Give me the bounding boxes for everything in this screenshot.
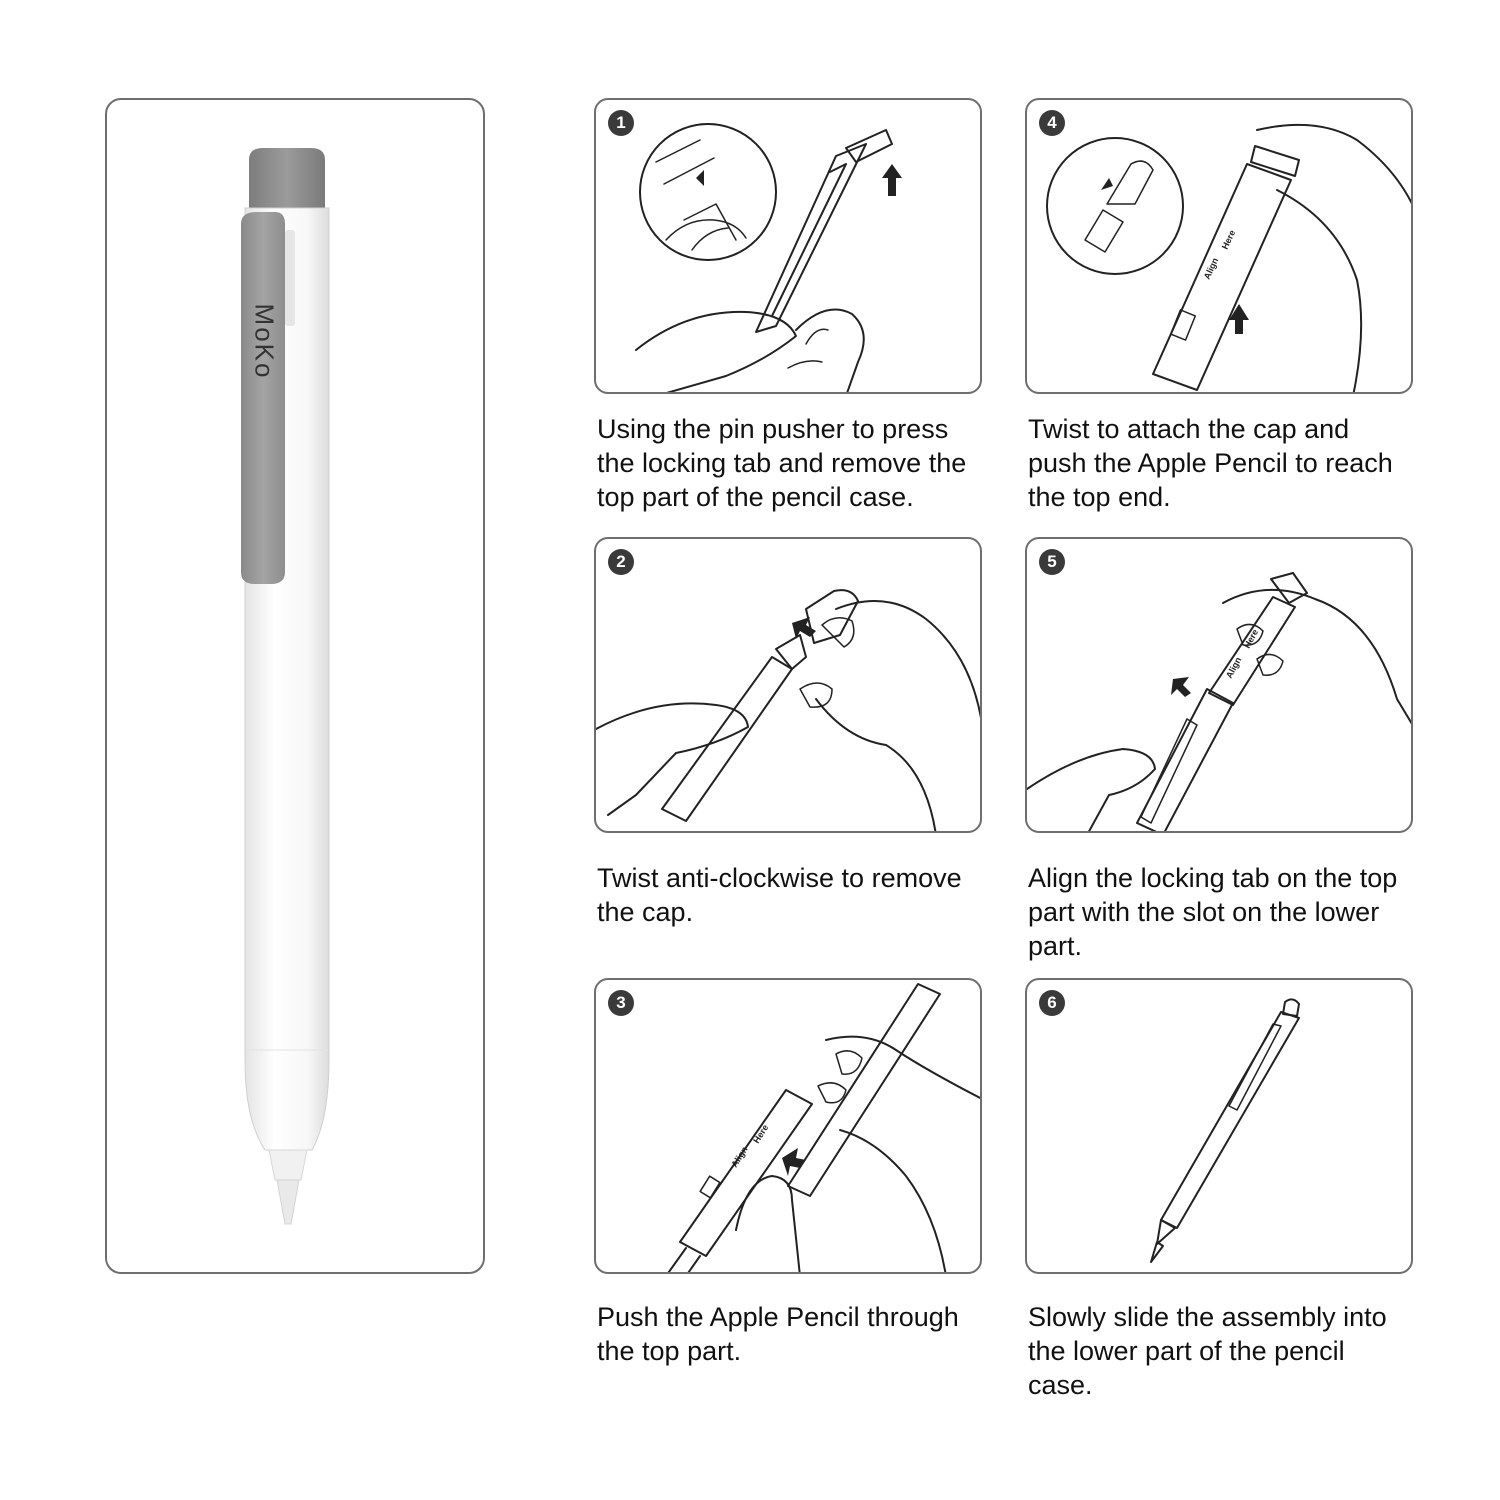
step-1-caption: Using the pin pusher to press the locking tab and remove the top part of the pencil case. <box>597 414 967 512</box>
step-4-caption: Twist to attach the cap and push the Apple Pencil to reach the top end. <box>1028 414 1393 512</box>
svg-text:Here: Here <box>1219 228 1238 251</box>
product-image-frame <box>105 98 485 1274</box>
step-number-badge: 3 <box>608 990 634 1016</box>
step-number-badge: 4 <box>1039 110 1065 136</box>
step-number-badge: 5 <box>1039 549 1065 575</box>
step-3-illustration <box>594 978 982 1274</box>
brand-logo: MoKo <box>249 303 280 380</box>
svg-text:Here: Here <box>1241 627 1261 650</box>
step-6-caption: Slowly slide the assembly into the lower part of the pencil case. <box>1028 1302 1387 1400</box>
step-number-badge: 6 <box>1039 990 1065 1016</box>
svg-text:Align: Align <box>729 1144 750 1170</box>
step-1-illustration <box>594 98 982 394</box>
pencil-case-product-image <box>107 100 487 1276</box>
step-6-illustration <box>1025 978 1413 1274</box>
svg-text:Here: Here <box>751 1122 771 1146</box>
step-2-illustration <box>594 537 982 833</box>
step-3-caption: Push the Apple Pencil through the top part. <box>597 1302 959 1366</box>
step-5-caption: Align the locking tab on the top part with the slot on the lower part. <box>1028 863 1398 961</box>
step-2-caption: Twist anti-clockwise to remove the cap. <box>597 863 962 927</box>
step-number-badge: 2 <box>608 549 634 575</box>
svg-text:Align: Align <box>1201 256 1221 281</box>
step-number-badge: 1 <box>608 110 634 136</box>
svg-text:Align: Align <box>1223 655 1244 680</box>
step-4-illustration <box>1025 98 1413 394</box>
step-5-illustration <box>1025 537 1413 833</box>
